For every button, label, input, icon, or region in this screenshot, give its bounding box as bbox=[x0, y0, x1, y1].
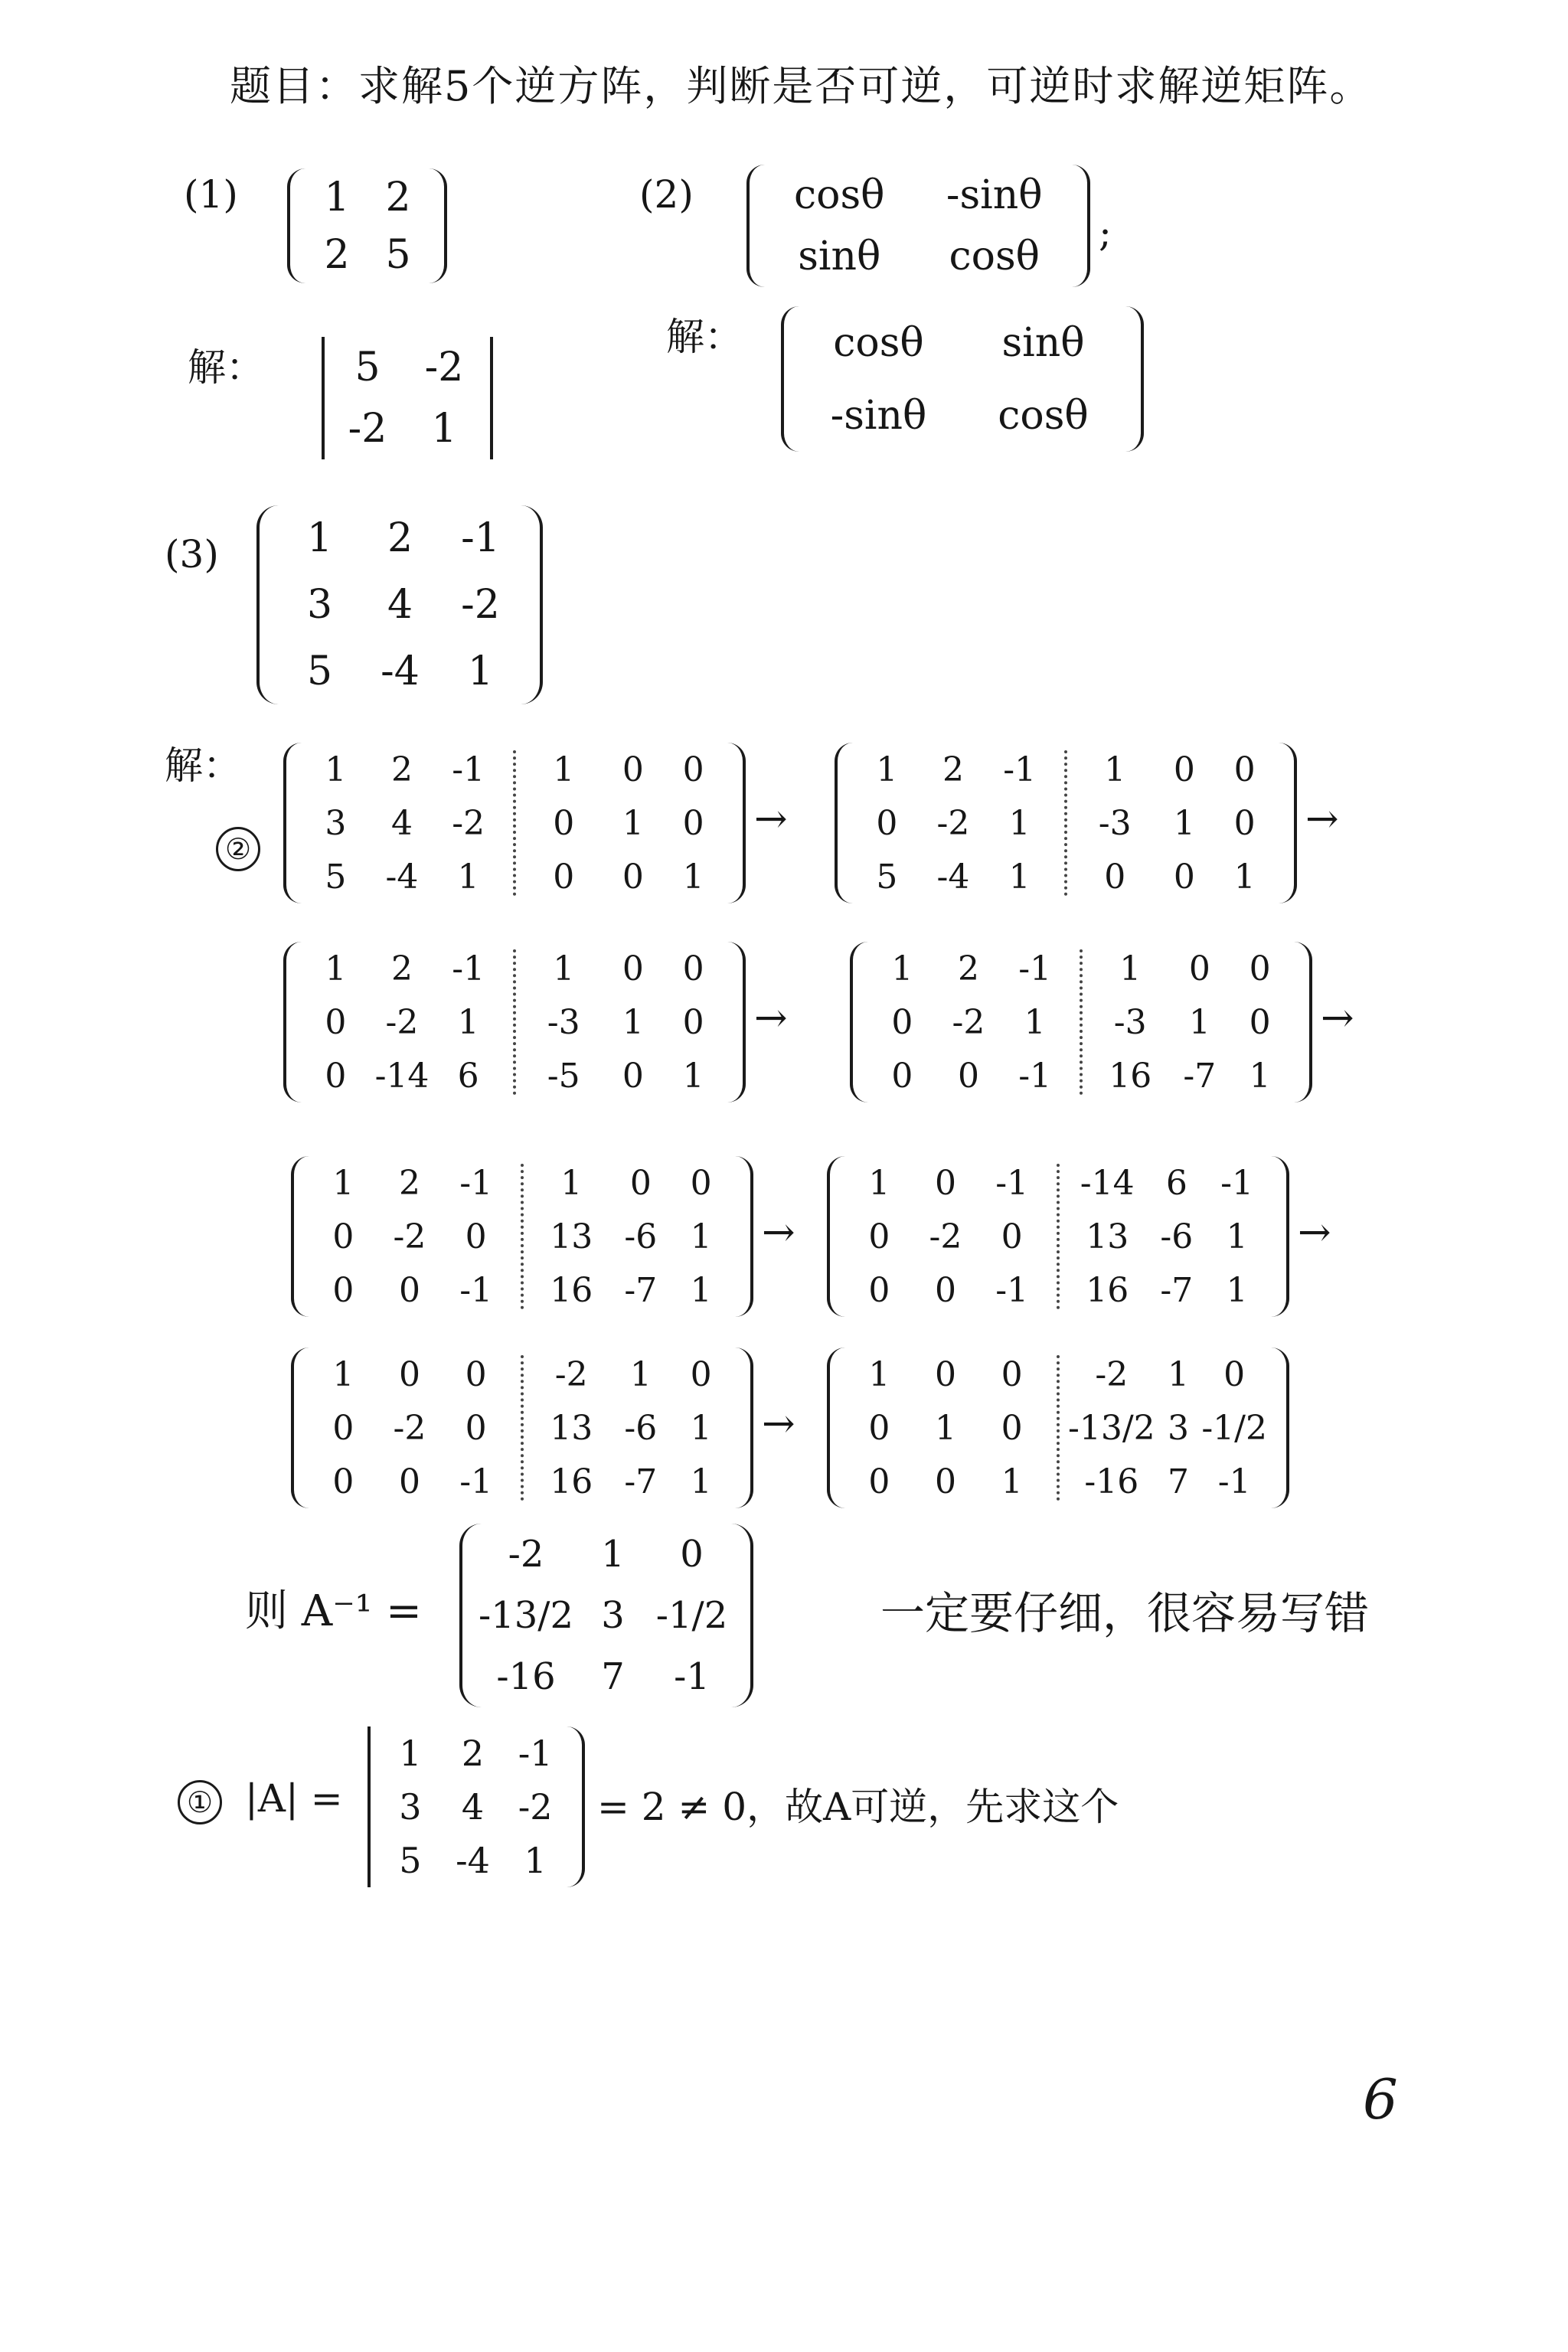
matrix-cell: 0 bbox=[622, 750, 644, 789]
matrix-cell: -6 bbox=[624, 1217, 658, 1256]
problem-2-inverse bbox=[796, 306, 1125, 452]
matrix-cell: 0 bbox=[332, 1462, 354, 1501]
coefficient-block bbox=[869, 942, 1068, 1102]
matrix-cell: 2 bbox=[461, 1733, 485, 1774]
matrix-cell: -sinθ bbox=[830, 392, 927, 439]
matrix-cell: 1 bbox=[682, 857, 704, 897]
matrix-cell: 0 bbox=[682, 803, 704, 843]
matrix-cell: 3 bbox=[399, 1786, 422, 1828]
matrix-cell: 0 bbox=[398, 1270, 420, 1310]
problem-2-label: (2) bbox=[639, 172, 694, 217]
matrix-cell: 0 bbox=[1188, 949, 1210, 988]
arrow-icon: → bbox=[762, 1401, 795, 1447]
matrix-cell: -1 bbox=[452, 750, 485, 789]
coefficient-block bbox=[310, 1348, 509, 1508]
augmented-matrix bbox=[827, 1156, 1286, 1317]
matrix-cell: -1 bbox=[1018, 1056, 1052, 1096]
matrix-cell: cosθ bbox=[949, 234, 1040, 279]
matrix-cell: -3 bbox=[1098, 803, 1132, 843]
matrix-cell: 1 bbox=[1226, 1270, 1248, 1310]
matrix-cell: -2 bbox=[452, 803, 485, 843]
identity-block bbox=[524, 743, 724, 903]
matrix-cell: -13/2 bbox=[1068, 1408, 1155, 1448]
coefficient-block bbox=[302, 743, 501, 903]
identity-block bbox=[1076, 743, 1275, 903]
matrix-cell: 1 bbox=[682, 1056, 704, 1096]
matrix-cell: cosθ bbox=[833, 319, 924, 366]
augmented-matrix bbox=[283, 942, 743, 1102]
matrix-cell: 2 bbox=[390, 750, 413, 789]
matrix-cell: -1 bbox=[459, 1462, 493, 1501]
matrix-cell: 5 bbox=[354, 345, 381, 390]
matrix-cell: 1 bbox=[1226, 1217, 1248, 1256]
matrix-cell: 1 bbox=[332, 1354, 354, 1394]
matrix-cell: 0 bbox=[332, 1217, 354, 1256]
problem-1-solution-label: 解： bbox=[188, 345, 264, 390]
matrix-cell: 0 bbox=[1249, 1002, 1271, 1042]
matrix-cell: 6 bbox=[1165, 1163, 1187, 1203]
matrix-cell: 1 bbox=[1104, 750, 1126, 789]
matrix-cell: 2 bbox=[398, 1163, 420, 1203]
matrix-bracket bbox=[1279, 743, 1297, 903]
matrix-bracket bbox=[827, 1156, 845, 1317]
matrix-cell: 0 bbox=[868, 1408, 890, 1448]
matrix-cell: -13/2 bbox=[479, 1594, 574, 1637]
matrix-cell: -2 bbox=[393, 1408, 426, 1448]
matrix-bracket bbox=[291, 1156, 309, 1317]
matrix-cell: sinθ bbox=[798, 234, 881, 279]
matrix-cell: 1 bbox=[324, 174, 350, 220]
identity-block bbox=[524, 942, 724, 1102]
matrix-cell: 1 bbox=[1001, 1462, 1023, 1501]
matrix-cell: 1 bbox=[457, 857, 479, 897]
augmented-matrix bbox=[850, 942, 1309, 1102]
augment-divider bbox=[521, 1355, 524, 1501]
matrix-cell: 0 bbox=[1233, 750, 1256, 789]
matrix-cell: 1 bbox=[431, 406, 457, 452]
matrix-cell: 0 bbox=[1223, 1354, 1246, 1394]
matrix-cell: -2 bbox=[508, 1533, 544, 1576]
matrix-cell: -1 bbox=[995, 1163, 1029, 1203]
matrix-cell: 0 bbox=[1001, 1217, 1023, 1256]
matrix-cell: 0 bbox=[868, 1270, 890, 1310]
matrix-cell: 1 bbox=[1173, 803, 1195, 843]
matrix-bracket bbox=[727, 942, 746, 1102]
matrix-cell: -4 bbox=[381, 648, 420, 694]
matrix-cell: -1/2 bbox=[1201, 1408, 1267, 1448]
matrix-cell: -7 bbox=[624, 1270, 658, 1310]
matrix-cell: 1 bbox=[560, 1163, 583, 1203]
matrix-cell: -1 bbox=[1217, 1462, 1251, 1501]
matrix-cell: 0 bbox=[1233, 803, 1256, 843]
matrix-cell: 0 bbox=[465, 1354, 487, 1394]
arrow-icon: → bbox=[754, 796, 788, 842]
inverse-result-matrix bbox=[479, 1524, 731, 1707]
matrix-cell: 0 bbox=[332, 1408, 354, 1448]
matrix-cell: 0 bbox=[622, 857, 644, 897]
problem-2-matrix bbox=[762, 165, 1072, 287]
matrix-cell: -3 bbox=[547, 1002, 580, 1042]
matrix-cell: 1 bbox=[622, 803, 644, 843]
matrix-cell: -1 bbox=[518, 1733, 553, 1774]
matrix-cell: 0 bbox=[682, 949, 704, 988]
matrix-cell: 0 bbox=[465, 1408, 487, 1448]
matrix-cell: -1 bbox=[995, 1270, 1029, 1310]
matrix-bracket bbox=[287, 168, 305, 283]
identity-block bbox=[1068, 1156, 1267, 1317]
augmented-matrix bbox=[291, 1156, 750, 1317]
matrix-cell: 0 bbox=[325, 1002, 347, 1042]
matrix-cell: 1 bbox=[306, 515, 333, 562]
matrix-cell: 0 bbox=[934, 1270, 956, 1310]
matrix-cell: 16 bbox=[550, 1462, 593, 1501]
matrix-cell: 2 bbox=[390, 949, 413, 988]
matrix-cell: 2 bbox=[387, 515, 413, 562]
matrix-bracket bbox=[490, 337, 493, 459]
matrix-cell: 1 bbox=[325, 949, 347, 988]
side-note: 一定要仔细，很容易写错 bbox=[880, 1587, 1370, 1639]
coefficient-block bbox=[302, 942, 501, 1102]
matrix-cell: 0 bbox=[868, 1217, 890, 1256]
arrow-icon: → bbox=[762, 1210, 795, 1256]
matrix-cell: 1 bbox=[622, 1002, 644, 1042]
augment-divider bbox=[1064, 750, 1067, 896]
problem-1-matrix bbox=[306, 168, 429, 283]
matrix-cell: 0 bbox=[868, 1462, 890, 1501]
result-label: 则 A⁻¹ = bbox=[245, 1586, 422, 1636]
matrix-cell: 13 bbox=[1086, 1217, 1129, 1256]
matrix-cell: -2 bbox=[554, 1354, 588, 1394]
matrix-cell: sinθ bbox=[1001, 319, 1085, 366]
matrix-bracket bbox=[283, 942, 302, 1102]
det-bar bbox=[368, 1726, 371, 1887]
matrix-cell: 0 bbox=[398, 1354, 420, 1394]
augmented-matrix bbox=[835, 743, 1294, 903]
problem-3-solution-label: 解： bbox=[165, 743, 241, 788]
matrix-cell: 1 bbox=[876, 750, 898, 789]
matrix-cell: 1 bbox=[457, 1002, 479, 1042]
page-number: 6 bbox=[1363, 2067, 1398, 2132]
matrix-cell: -5 bbox=[547, 1056, 580, 1096]
matrix-cell: -1 bbox=[459, 1270, 493, 1310]
matrix-bracket bbox=[1271, 1156, 1289, 1317]
coefficient-block bbox=[854, 743, 1053, 903]
matrix-cell: -4 bbox=[936, 857, 970, 897]
matrix-cell: 0 bbox=[622, 949, 644, 988]
matrix-cell: -16 bbox=[1084, 1462, 1139, 1501]
matrix-cell: 1 bbox=[553, 949, 575, 988]
matrix-cell: 3 bbox=[1168, 1408, 1189, 1448]
matrix-cell: -1 bbox=[461, 515, 500, 562]
det-bracket bbox=[567, 1726, 585, 1887]
matrix-cell: 1 bbox=[601, 1533, 625, 1576]
problem-3-matrix bbox=[279, 505, 521, 704]
problem-1-label: (1) bbox=[184, 172, 238, 217]
matrix-bracket bbox=[835, 743, 853, 903]
matrix-cell: 5 bbox=[325, 857, 347, 897]
matrix-bracket bbox=[735, 1348, 753, 1508]
matrix-cell: 0 bbox=[1001, 1354, 1023, 1394]
problem-1-inverse bbox=[329, 337, 482, 459]
matrix-bracket bbox=[322, 337, 325, 459]
matrix-cell: 0 bbox=[876, 803, 898, 843]
matrix-cell: 0 bbox=[934, 1163, 956, 1203]
matrix-cell: 1 bbox=[325, 750, 347, 789]
matrix-cell: 1 bbox=[467, 648, 494, 694]
matrix-cell: -3 bbox=[1113, 1002, 1147, 1042]
matrix-cell: 1 bbox=[690, 1270, 712, 1310]
problem-2-solution-label: 解： bbox=[666, 315, 743, 359]
matrix-cell: -14 bbox=[374, 1056, 430, 1096]
augmented-matrix bbox=[291, 1348, 750, 1508]
matrix-cell: 0 bbox=[325, 1056, 347, 1096]
matrix-cell: 0 bbox=[680, 1533, 704, 1576]
matrix-cell: -2 bbox=[936, 803, 970, 843]
arrow-icon: → bbox=[1321, 995, 1354, 1041]
matrix-cell: -4 bbox=[385, 857, 419, 897]
det-lhs: |A| = bbox=[245, 1776, 343, 1821]
matrix-cell: 0 bbox=[1173, 857, 1195, 897]
matrix-cell: 16 bbox=[550, 1270, 593, 1310]
matrix-bracket bbox=[1271, 1348, 1289, 1508]
matrix-cell: 1 bbox=[690, 1462, 712, 1501]
matrix-bracket bbox=[521, 505, 543, 704]
matrix-cell: 2 bbox=[385, 174, 411, 220]
matrix-cell: 1 bbox=[868, 1354, 890, 1394]
identity-block bbox=[1068, 1348, 1267, 1508]
matrix-cell: 1 bbox=[1168, 1354, 1189, 1394]
augmented-matrix bbox=[827, 1348, 1286, 1508]
matrix-cell: -7 bbox=[1160, 1270, 1194, 1310]
matrix-cell: -14 bbox=[1080, 1163, 1135, 1203]
matrix-cell: 1 bbox=[332, 1163, 354, 1203]
matrix-cell: -1 bbox=[452, 949, 485, 988]
matrix-cell: 3 bbox=[325, 803, 347, 843]
matrix-cell: -1/2 bbox=[655, 1594, 728, 1637]
identity-block bbox=[532, 1156, 731, 1317]
matrix-cell: 0 bbox=[465, 1217, 487, 1256]
matrix-cell: -6 bbox=[624, 1408, 658, 1448]
matrix-cell: -7 bbox=[1183, 1056, 1217, 1096]
matrix-cell: -2 bbox=[461, 581, 500, 628]
matrix-cell: 6 bbox=[457, 1056, 479, 1096]
matrix-cell: 2 bbox=[957, 949, 979, 988]
matrix-cell: 4 bbox=[390, 803, 413, 843]
matrix-cell: 1 bbox=[868, 1163, 890, 1203]
matrix-cell: -2 bbox=[348, 406, 387, 452]
augment-divider bbox=[513, 750, 516, 896]
matrix-cell: -2 bbox=[518, 1786, 553, 1828]
page-title: 题目：求解5个逆方阵，判断是否可逆，可逆时求解逆矩阵。 bbox=[230, 62, 1373, 110]
det-matrix bbox=[379, 1726, 567, 1887]
matrix-cell: 4 bbox=[461, 1786, 485, 1828]
matrix-bracket bbox=[256, 505, 279, 704]
matrix-cell: -1 bbox=[1220, 1163, 1254, 1203]
matrix-cell: 0 bbox=[690, 1354, 712, 1394]
matrix-cell: -1 bbox=[1003, 750, 1037, 789]
matrix-bracket bbox=[291, 1348, 309, 1508]
matrix-cell: 0 bbox=[934, 1354, 956, 1394]
matrix-cell: 1 bbox=[934, 1408, 956, 1448]
matrix-cell: 1 bbox=[1024, 1002, 1046, 1042]
matrix-cell: 0 bbox=[682, 750, 704, 789]
det-rhs: = 2 ≠ 0，故A可逆，先求这个 bbox=[597, 1785, 1119, 1829]
step-marker: ② bbox=[216, 827, 260, 871]
matrix-cell: cosθ bbox=[998, 392, 1089, 439]
matrix-cell: 0 bbox=[891, 1002, 913, 1042]
matrix-cell: 3 bbox=[601, 1594, 625, 1637]
matrix-cell: 1 bbox=[1008, 857, 1031, 897]
matrix-cell: 16 bbox=[1086, 1270, 1129, 1310]
det-marker: ① bbox=[178, 1780, 222, 1824]
matrix-cell: 5 bbox=[385, 231, 411, 278]
matrix-bracket bbox=[731, 1524, 753, 1707]
matrix-cell: 2 bbox=[942, 750, 964, 789]
matrix-bracket bbox=[850, 942, 868, 1102]
matrix-cell: 3 bbox=[306, 581, 333, 628]
matrix-cell: 0 bbox=[1173, 750, 1195, 789]
matrix-cell: -2 bbox=[1095, 1354, 1129, 1394]
matrix-cell: -2 bbox=[393, 1217, 426, 1256]
matrix-cell: -sinθ bbox=[946, 172, 1043, 218]
matrix-cell: 0 bbox=[934, 1462, 956, 1501]
matrix-cell: 0 bbox=[332, 1270, 354, 1310]
identity-block bbox=[532, 1348, 731, 1508]
matrix-cell: 0 bbox=[1104, 857, 1126, 897]
augmented-matrix bbox=[283, 743, 743, 903]
identity-block bbox=[1091, 942, 1290, 1102]
matrix-cell: -2 bbox=[385, 1002, 419, 1042]
arrow-icon: → bbox=[1305, 796, 1339, 842]
matrix-cell: 1 bbox=[553, 750, 575, 789]
problem-3-label: (3) bbox=[165, 532, 219, 577]
matrix-cell: 5 bbox=[306, 648, 333, 694]
semicolon: ; bbox=[1099, 211, 1112, 255]
matrix-bracket bbox=[1125, 306, 1144, 452]
matrix-bracket bbox=[1072, 165, 1090, 287]
matrix-cell: 4 bbox=[387, 581, 413, 628]
matrix-cell: 0 bbox=[1249, 949, 1271, 988]
matrix-cell: 7 bbox=[601, 1655, 625, 1698]
matrix-cell: 1 bbox=[891, 949, 913, 988]
matrix-cell: 7 bbox=[1168, 1462, 1189, 1501]
matrix-bracket bbox=[827, 1348, 845, 1508]
matrix-cell: cosθ bbox=[794, 172, 885, 218]
matrix-cell: 1 bbox=[1233, 857, 1256, 897]
augment-divider bbox=[521, 1164, 524, 1309]
coefficient-block bbox=[846, 1348, 1045, 1508]
matrix-cell: 0 bbox=[957, 1056, 979, 1096]
matrix-cell: 0 bbox=[891, 1056, 913, 1096]
matrix-bracket bbox=[727, 743, 746, 903]
matrix-cell: -2 bbox=[424, 345, 464, 390]
matrix-bracket bbox=[735, 1156, 753, 1317]
coefficient-block bbox=[846, 1156, 1045, 1317]
matrix-cell: 16 bbox=[1109, 1056, 1152, 1096]
matrix-cell: 0 bbox=[622, 1056, 644, 1096]
matrix-cell: 0 bbox=[682, 1002, 704, 1042]
matrix-cell: 5 bbox=[399, 1840, 422, 1881]
matrix-cell: -1 bbox=[674, 1655, 710, 1698]
matrix-bracket bbox=[1294, 942, 1312, 1102]
matrix-cell: 1 bbox=[690, 1408, 712, 1448]
matrix-cell: 1 bbox=[1188, 1002, 1210, 1042]
matrix-cell: 1 bbox=[1249, 1056, 1271, 1096]
matrix-cell: 1 bbox=[1008, 803, 1031, 843]
matrix-cell: -7 bbox=[624, 1462, 658, 1501]
matrix-cell: 1 bbox=[690, 1217, 712, 1256]
augment-divider bbox=[513, 949, 516, 1095]
matrix-cell: 13 bbox=[550, 1408, 593, 1448]
matrix-bracket bbox=[429, 168, 447, 283]
matrix-cell: 13 bbox=[550, 1217, 593, 1256]
matrix-cell: -16 bbox=[496, 1655, 556, 1698]
matrix-cell: -6 bbox=[1160, 1217, 1194, 1256]
matrix-cell: -1 bbox=[459, 1163, 493, 1203]
matrix-cell: 0 bbox=[553, 803, 575, 843]
matrix-cell: 5 bbox=[876, 857, 898, 897]
matrix-cell: 2 bbox=[324, 231, 350, 278]
matrix-cell: 0 bbox=[553, 857, 575, 897]
matrix-cell: 1 bbox=[629, 1354, 652, 1394]
matrix-cell: 0 bbox=[690, 1163, 712, 1203]
augment-divider bbox=[1057, 1355, 1060, 1501]
matrix-cell: -1 bbox=[1018, 949, 1052, 988]
matrix-cell: -2 bbox=[929, 1217, 962, 1256]
matrix-cell: 0 bbox=[629, 1163, 652, 1203]
matrix-cell: 0 bbox=[398, 1462, 420, 1501]
matrix-cell: 0 bbox=[1001, 1408, 1023, 1448]
matrix-cell: 1 bbox=[524, 1840, 547, 1881]
augment-divider bbox=[1080, 949, 1083, 1095]
coefficient-block bbox=[310, 1156, 509, 1317]
matrix-bracket bbox=[283, 743, 302, 903]
arrow-icon: → bbox=[754, 995, 788, 1041]
matrix-cell: 1 bbox=[399, 1733, 422, 1774]
augment-divider bbox=[1057, 1164, 1060, 1309]
arrow-icon: → bbox=[1298, 1210, 1331, 1256]
matrix-cell: -4 bbox=[456, 1840, 490, 1881]
matrix-cell: -2 bbox=[952, 1002, 985, 1042]
matrix-cell: 1 bbox=[1119, 949, 1142, 988]
